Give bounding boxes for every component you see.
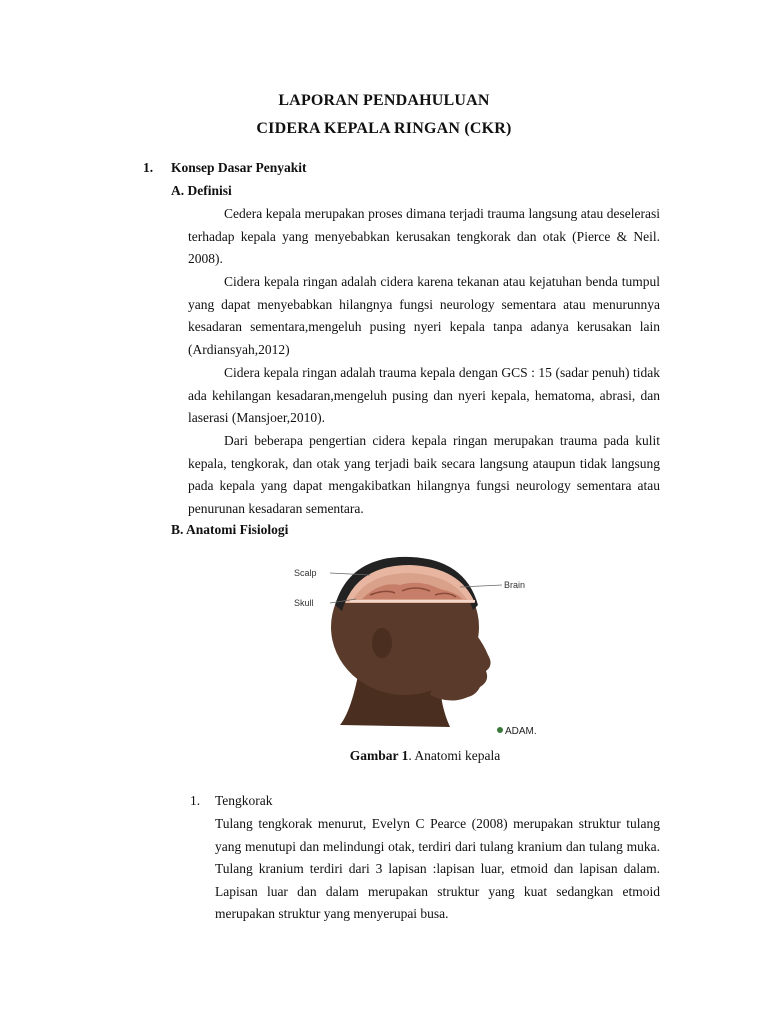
adam-watermark: ADAM. [505,726,537,737]
definition-paragraph: Cidera kepala ringan adalah trauma kepala dengan GCS : 15 (sadar penuh) tidak ada kehilangan kesadaran,mengeluh pusing dan nyeri kepala, hematoma, abrasi, dan laserasi (Mansjoer,2010). [188,365,660,426]
figure-caption-text: . Anatomi kepala [408,748,501,763]
skull-label: Skull [294,598,314,608]
scalp-label: Scalp [294,568,317,578]
subsection-heading-definisi: A. Definisi [171,183,232,198]
document-title-line2: CIDERA KEPALA RINGAN (CKR) [256,120,512,137]
subsection-heading-anatomi: B. Anatomi Fisiologi [171,522,289,537]
list-item-heading: Tengkorak [215,793,273,808]
head-anatomy-illustration [290,545,560,740]
list-item-number: 1. [190,793,201,808]
head-anatomy-figure [290,545,560,740]
section-heading: Konsep Dasar Penyakit [171,160,307,175]
figure-caption [0,748,768,764]
list-item-paragraph: Tulang tengkorak menurut, Evelyn C Pearce (2008) merupakan struktur tulang yang menutupi dan melindungi otak, terdiri dari tulang kranium dan tulang muka. Tulang kranium terdiri dari 3 lapisan :lapisan luar, etmoid dan lapisan dalam. Lapisan luar dan dalam merupakan struktur yang kuat sedangkan etmoid merupakan struktur yang menyerupai busa. [215,816,660,922]
definition-paragraph: Dari beberapa pengertian cidera kepala ringan merupakan trauma pada kulit kepala, tengkorak, dan otak yang terjadi baik secara langsung ataupun tidak langsung pada kepala yang dapat mengakibatkan hilangnya fungsi neurology sementara atau penurunan kesadaran sementara. [188,433,660,516]
definition-paragraph: Cidera kepala ringan adalah cidera karena tekanan atau kejatuhan benda tumpul yang dapat menyebabkan hilangnya fungsi neurology sementara atau menurunnya kesadaran sementara,mengeluh pusing nyeri kepala tanpa adanya kerusakan lain (Ardiansyah,2012) [188,274,660,357]
section-number: 1. [143,160,154,175]
brain-label: Brain [504,580,526,590]
figure-caption-number: Gambar 1 [349,748,409,763]
document-title-line1: LAPORAN PENDAHULUAN [278,92,490,109]
definition-paragraph: Cedera kepala merupakan proses dimana terjadi trauma langsung atau deselerasi terhadap kepala yang menyebabkan kerusakan tengkorak dan otak (Pierce & Neil. 2008). [188,206,660,267]
